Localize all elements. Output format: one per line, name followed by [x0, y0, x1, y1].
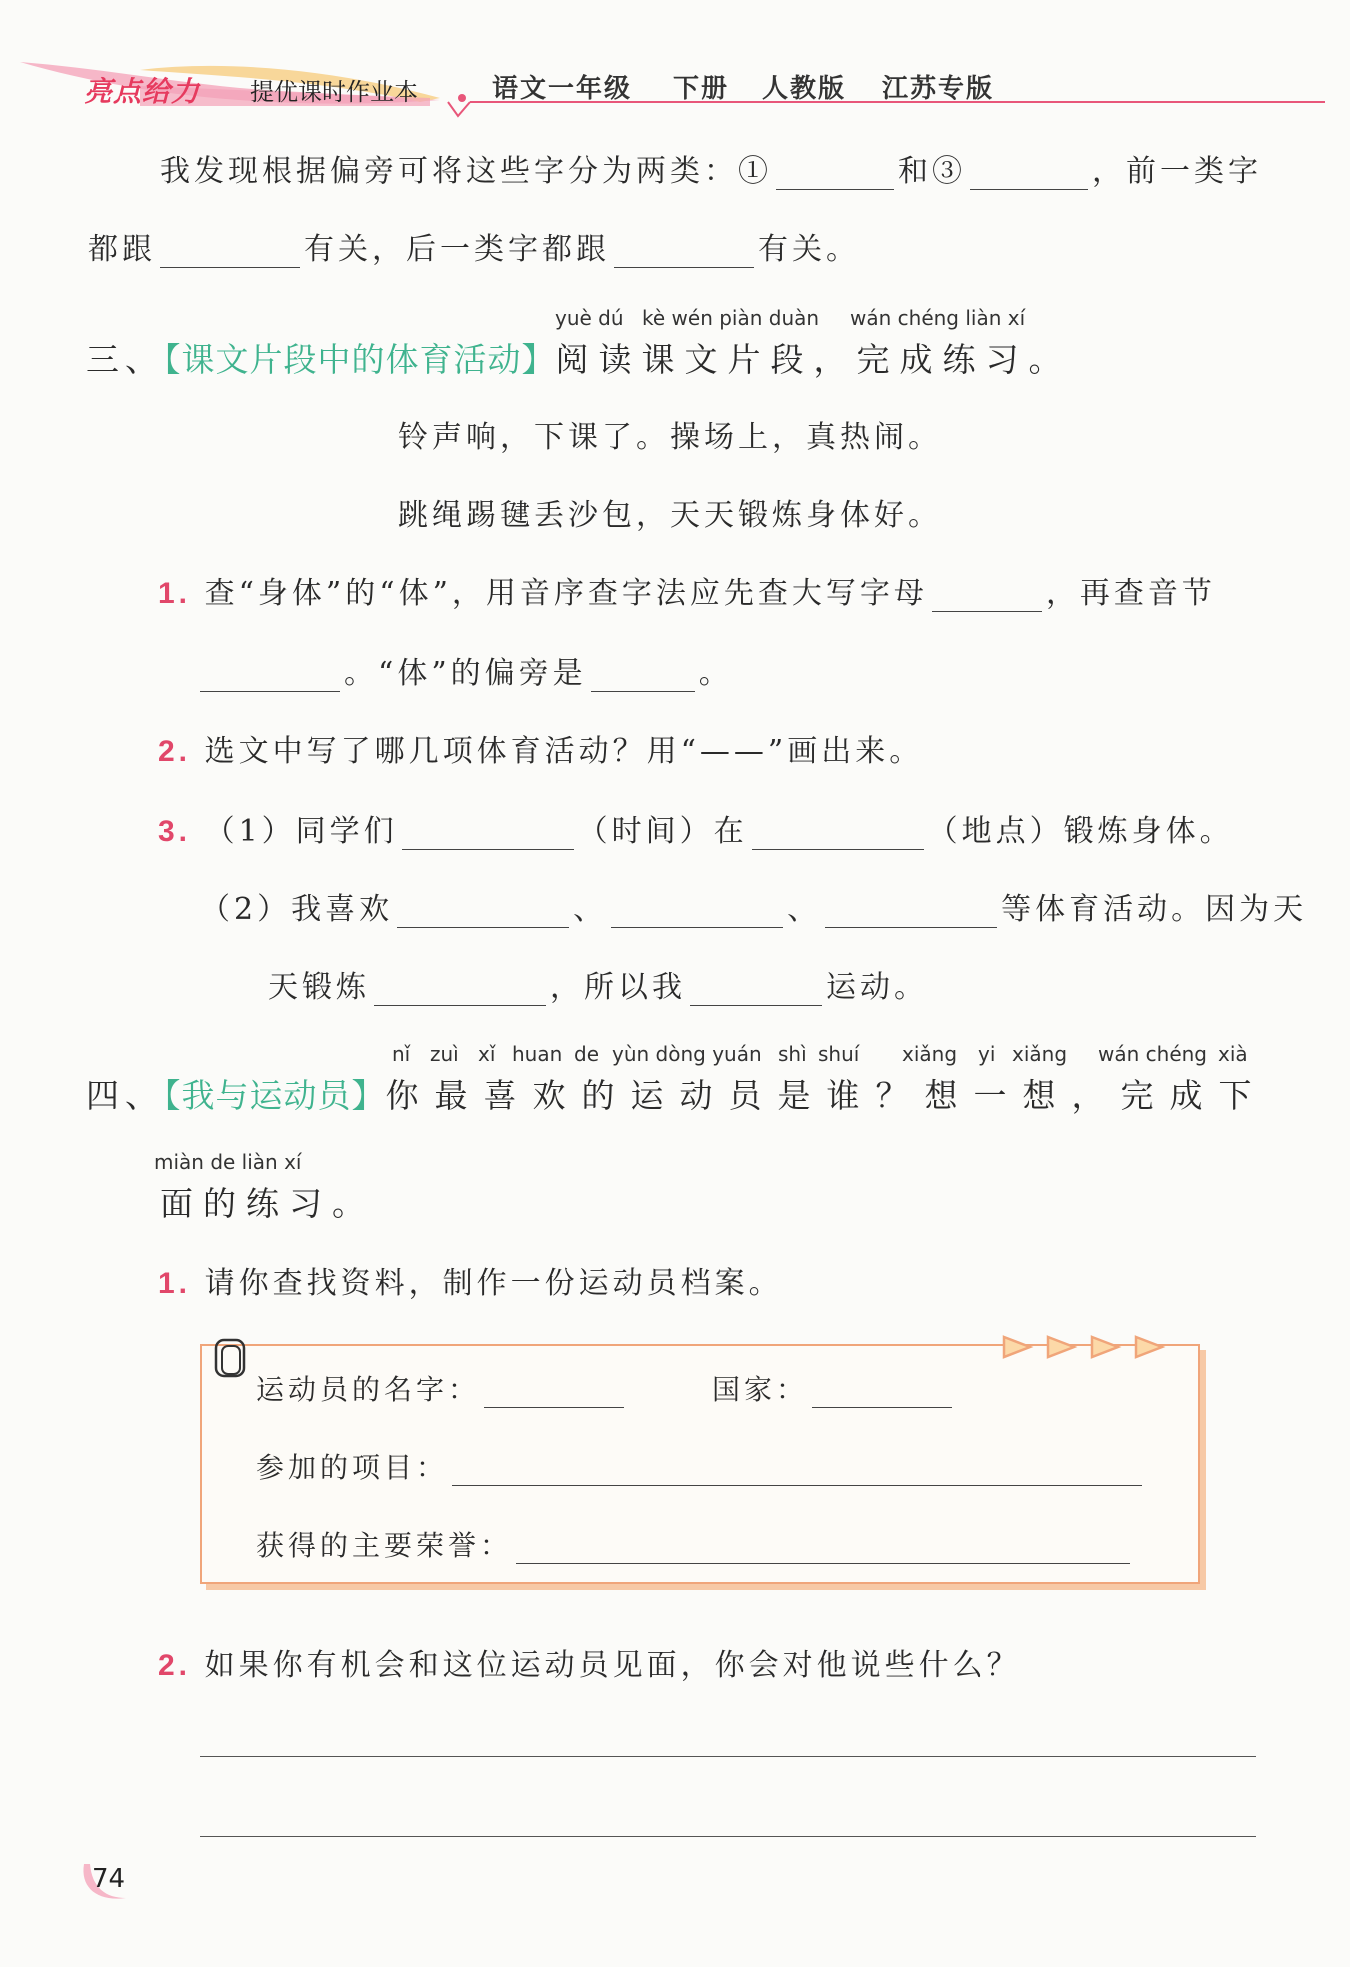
poem-line-2: 跳绳踢毽丢沙包，天天锻炼身体好。 — [398, 498, 942, 533]
pinyin-zui: zuì — [430, 1042, 459, 1066]
series-name: 提优课时作业本 — [250, 78, 418, 106]
pinyin-ni: nǐ — [392, 1042, 411, 1066]
pinyin-yi: yi — [978, 1042, 996, 1066]
card-row-event — [256, 1446, 1146, 1486]
pinyin-yundongyuan: yùn dòng yuán — [612, 1042, 762, 1066]
answer-line-1[interactable] — [200, 1756, 1256, 1757]
s3-q3-p1-text-c: （地点）锻炼身体。 — [927, 814, 1234, 849]
s4-q2-text: 如果你有机会和这位运动员见面，你会对他说些什么？ — [204, 1648, 1021, 1683]
s3-q3-p2-text: （2）我喜欢 — [200, 892, 394, 927]
clip-icon — [212, 1334, 256, 1386]
s4-q2-number: 2. — [158, 1649, 192, 1682]
s4-q2 — [158, 1640, 1021, 1684]
pinyin-xia: xià — [1218, 1042, 1248, 1066]
pinyin-shi: shì — [778, 1042, 807, 1066]
s3-q3-line-1 — [158, 806, 1234, 850]
s3-q2-number: 2. — [158, 735, 192, 768]
pinyin-mianlianxi: miàn de liàn xí — [154, 1150, 302, 1174]
s3-q1-text-d: 。 — [698, 656, 733, 691]
section-3-tag: 【课文片段中的体育活动】 — [164, 340, 556, 379]
s3-q1-line-2 — [200, 648, 733, 692]
honor-field[interactable] — [516, 1529, 1130, 1564]
section-4-title-cont: 面的练习。 — [160, 1184, 375, 1223]
s3-q2 — [158, 726, 923, 770]
s4-q1 — [158, 1258, 783, 1302]
pinyin-kewenpianduan: kè wén piàn duàn — [642, 306, 820, 330]
s4-q1-number: 1. — [158, 1267, 192, 1300]
s3-q2-text: 选文中写了哪几项体育活动？用“——”画出来。 — [204, 734, 924, 769]
header-edition: 人教版 — [762, 74, 847, 104]
classify-line-1 — [160, 146, 1262, 190]
s3-q1-text-b: ，再查音节 — [1045, 576, 1216, 611]
classify-text-d: 有关，后一类字都跟 — [304, 232, 610, 267]
pinyin-shui: shuí — [818, 1042, 860, 1066]
page-number: 74 — [92, 1864, 126, 1894]
s3-q3-p3-text-c: 运动。 — [826, 970, 928, 1005]
blank-exercise-benefit[interactable] — [374, 971, 546, 1006]
event-label: 参加的项目： — [256, 1451, 449, 1484]
blank-related-1[interactable] — [160, 233, 300, 268]
card-row-country — [712, 1368, 956, 1408]
blank-class-2[interactable] — [970, 155, 1088, 190]
header-volume: 下册 — [673, 74, 730, 104]
pinyin-wanchenglianxi: wán chéng liàn xí — [850, 306, 1026, 330]
pinyin-wancheng: wán chéng — [1098, 1042, 1207, 1066]
pinyin-xiang-1: xiǎng — [902, 1042, 958, 1066]
blank-feeling[interactable] — [690, 971, 822, 1006]
pinyin-yuedu: yuè dú — [555, 306, 624, 330]
header-region: 江苏专版 — [882, 74, 995, 104]
arrows-decoration-icon — [1000, 1332, 1190, 1362]
blank-sport-3[interactable] — [825, 893, 997, 928]
blank-place[interactable] — [752, 815, 924, 850]
section-4-heading — [86, 1070, 1268, 1117]
blank-radical[interactable] — [591, 657, 695, 692]
section-4-tag: 【我与运动员】 — [164, 1076, 386, 1115]
s3-q3-p2-text-b: 等体育活动。因为天 — [1001, 892, 1308, 927]
s3-q3-number: 3. — [158, 815, 192, 848]
honor-label: 获得的主要荣誉： — [256, 1529, 513, 1562]
s3-q1-line-1 — [158, 568, 1216, 612]
pinyin-de: de — [574, 1042, 599, 1066]
s3-q3-line-2 — [200, 884, 1307, 928]
card-row-honor — [256, 1524, 1134, 1564]
country-field[interactable] — [812, 1373, 952, 1408]
athlete-name-label: 运动员的名字： — [256, 1373, 481, 1406]
s3-q3-line-3 — [268, 962, 928, 1006]
s3-q3-p1-text-b: （时间）在 — [577, 814, 748, 849]
blank-related-2[interactable] — [614, 233, 754, 268]
s3-q1-text-c: 。“体”的偏旁是 — [344, 656, 587, 691]
classify-text-b: ，前一类字 — [1092, 154, 1262, 189]
answer-line-2[interactable] — [200, 1836, 1256, 1837]
section-4-index: 四、 — [86, 1076, 164, 1115]
card-row-name — [256, 1368, 628, 1408]
pinyin-huan: huan — [512, 1042, 563, 1066]
s3-q1-number: 1. — [158, 577, 192, 610]
pinyin-xi: xǐ — [478, 1042, 496, 1066]
blank-sport-1[interactable] — [397, 893, 569, 928]
blank-time[interactable] — [402, 815, 574, 850]
s3-q1-text: 查“身体”的“体”，用音序查字法应先查大写字母 — [204, 576, 928, 611]
circle-number-3: ③ — [932, 154, 966, 189]
classify-text-c: 都跟 — [88, 232, 156, 267]
and-text: 和 — [898, 154, 932, 189]
blank-sport-2[interactable] — [611, 893, 783, 928]
circle-number-1: ① — [738, 154, 772, 189]
country-label: 国家： — [712, 1373, 809, 1406]
brand-logo: 亮点给力 — [84, 75, 201, 108]
section-3-title: 阅读课文片段，完成练习。 — [555, 340, 1072, 379]
separator: 、 — [573, 892, 608, 927]
blank-class-1[interactable] — [776, 155, 894, 190]
pinyin-xiang-2: xiǎng — [1012, 1042, 1068, 1066]
event-field[interactable] — [452, 1451, 1142, 1486]
poem-line-1: 铃声响，下课了。操场上，真热闹。 — [398, 420, 942, 455]
s3-q3-p3-text: 天锻炼 — [268, 970, 370, 1005]
header-subject: 语文一年级 — [492, 74, 633, 104]
separator: 、 — [787, 892, 822, 927]
section-4-heading-cont — [160, 1178, 375, 1225]
classify-text: 我发现根据偏旁可将这些字分为两类： — [160, 154, 738, 189]
blank-capital-letter[interactable] — [932, 577, 1042, 612]
blank-syllable[interactable] — [200, 657, 340, 692]
section-3-heading — [86, 334, 1072, 381]
section-4-title: 你最喜欢的运动员是谁？想一想，完成下 — [385, 1076, 1268, 1115]
s3-q3-p1-text: （1）同学们 — [204, 814, 398, 849]
classify-text-e: 有关。 — [758, 232, 860, 267]
classify-line-2 — [88, 224, 860, 268]
section-3-index: 三、 — [86, 340, 164, 379]
s4-q1-text: 请你查找资料，制作一份运动员档案。 — [204, 1266, 783, 1301]
s3-q3-p3-text-b: ，所以我 — [550, 970, 686, 1005]
athlete-name-field[interactable] — [484, 1373, 624, 1408]
